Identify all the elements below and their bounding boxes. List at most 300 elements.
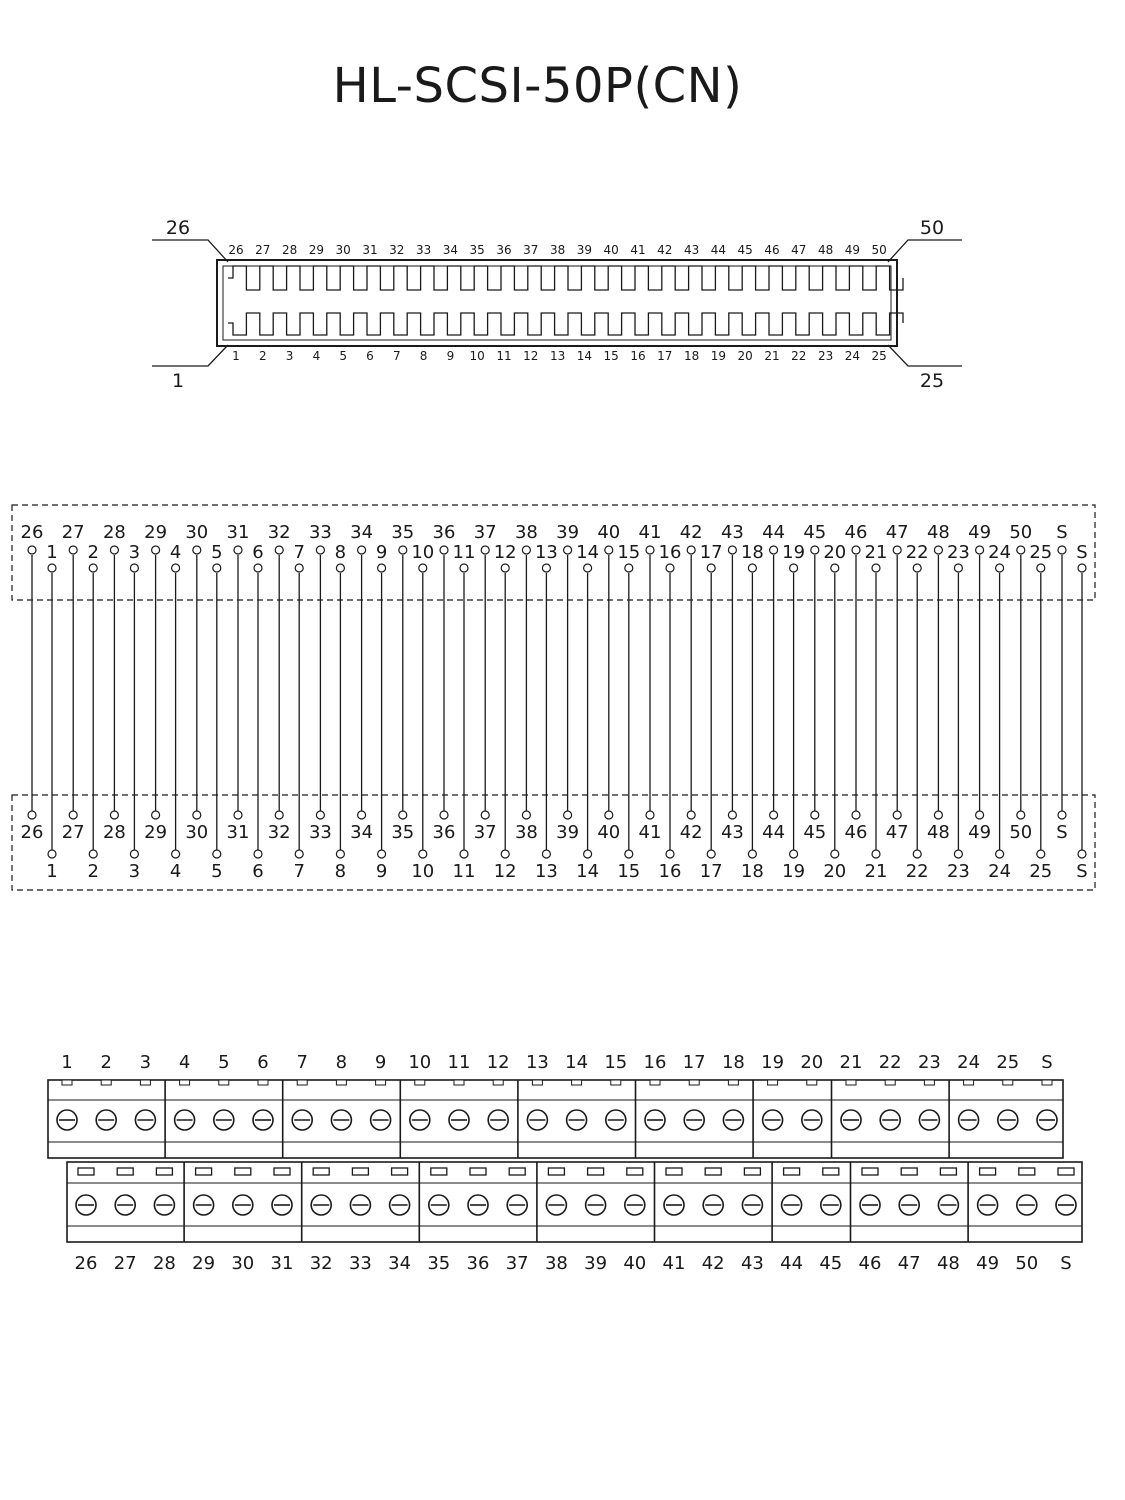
terminal-dot-second-12 [501,564,509,572]
top-terminal-label-S: S [1041,1052,1053,1073]
bottom-terminal-label-29: 29 [192,1253,216,1274]
upper-wire-slot-1 [62,1080,72,1085]
connector-inner-frame [223,266,891,340]
terminal-dot-top-35 [399,546,407,554]
top-pin-number-49: 49 [844,243,861,257]
second-label-18: 18 [740,542,764,563]
second-label-19: 19 [782,542,806,563]
bottom-contact-wave [228,313,903,335]
second-label-7: 7 [293,542,305,563]
upper-wire-slot-15 [611,1080,621,1085]
bottom-lower-label-11: 11 [452,861,476,882]
top-pin-number-28: 28 [281,243,298,257]
bottom-pin-number-9: 9 [446,349,455,363]
top-label-50: 50 [1009,522,1033,543]
upper-wire-slot-19 [768,1080,778,1085]
bottom-upper-label-48: 48 [926,822,950,843]
upper-wire-slot-2 [101,1080,111,1085]
terminal-dot-lower-24 [996,850,1004,858]
terminal-dot-lower-9 [378,850,386,858]
bottom-pin-number-8: 8 [419,349,428,363]
terminal-dot-second-25 [1037,564,1045,572]
top-terminal-label-7: 7 [296,1052,308,1073]
bottom-terminal-label-38: 38 [544,1253,568,1274]
terminal-dot-second-7 [295,564,303,572]
bottom-lower-label-2: 2 [87,861,99,882]
terminal-dot-second-16 [666,564,674,572]
bottom-upper-label-36: 36 [432,822,456,843]
second-label-16: 16 [658,542,682,563]
second-label-9: 9 [375,542,388,563]
terminal-dot-bottom-48 [934,811,942,819]
terminal-dot-lower-12 [501,850,509,858]
terminal-dot-top-S [1058,546,1066,554]
terminal-dot-second-23 [954,564,962,572]
top-label-30: 30 [185,522,209,543]
top-pin-number-27: 27 [255,243,271,257]
bottom-lower-label-S: S [1076,861,1088,882]
top-label-44: 44 [762,522,786,543]
diagram-title: HL-SCSI-50P(CN) [332,58,743,114]
top-terminal-label-5: 5 [218,1052,230,1073]
bottom-terminal-label-49: 49 [976,1253,1000,1274]
lower-wire-slot-29 [196,1168,212,1175]
terminal-dot-bottom-40 [605,811,613,819]
top-label-28: 28 [102,522,126,543]
terminal-dot-lower-4 [172,850,180,858]
bottom-terminal-label-30: 30 [231,1253,255,1274]
bottom-upper-label-50: 50 [1009,822,1033,843]
terminal-dot-bottom-50 [1017,811,1025,819]
callout-line-bottom-left [152,345,228,366]
second-label-22: 22 [905,542,929,563]
top-pin-number-29: 29 [308,243,325,257]
terminal-dot-top-31 [234,546,242,554]
bottom-lower-label-3: 3 [128,861,141,882]
bottom-terminal-label-47: 47 [897,1253,921,1274]
bottom-upper-label-27: 27 [61,822,85,843]
terminal-dot-lower-S [1078,850,1086,858]
upper-wire-slot-22 [885,1080,895,1085]
callout-label-bottom-left: 1 [171,370,185,392]
top-pin-number-43: 43 [683,243,700,257]
terminal-dot-lower-13 [542,850,550,858]
terminal-dot-top-50 [1017,546,1025,554]
bottom-pin-number-11: 11 [496,349,512,363]
terminal-block-diagram [0,1040,1125,1320]
bottom-upper-label-37: 37 [473,822,497,843]
terminal-dot-second-9 [378,564,386,572]
top-label-42: 42 [679,522,703,543]
upper-wire-slot-13 [532,1080,542,1085]
lower-wire-slot-46 [862,1168,878,1175]
terminal-dot-bottom-46 [852,811,860,819]
terminal-dot-second-19 [790,564,798,572]
top-terminal-label-3: 3 [139,1052,152,1073]
top-terminal-label-18: 18 [721,1052,745,1073]
bottom-lower-label-15: 15 [617,861,641,882]
lower-wire-slot-35 [431,1168,447,1175]
bottom-pin-number-21: 21 [764,349,780,363]
bottom-lower-label-14: 14 [576,861,600,882]
lower-wire-slot-S [1058,1168,1074,1175]
bottom-pin-number-1: 1 [232,349,240,363]
bottom-terminal-label-44: 44 [780,1253,804,1274]
bottom-pin-number-15: 15 [603,349,619,363]
second-label-25: 25 [1029,542,1053,563]
lower-wire-slot-27 [117,1168,133,1175]
bottom-upper-label-49: 49 [968,822,992,843]
terminal-dot-top-41 [646,546,654,554]
upper-wire-slot-21 [846,1080,856,1085]
bottom-lower-label-16: 16 [658,861,682,882]
bottom-pin-number-6: 6 [366,349,374,363]
upper-wire-slot-S [1042,1080,1052,1085]
lower-wire-slot-34 [392,1168,408,1175]
top-pin-number-45: 45 [737,243,753,257]
terminal-dot-lower-1 [48,850,56,858]
terminal-dot-top-27 [69,546,77,554]
top-terminal-label-1: 1 [61,1052,73,1073]
terminal-dot-top-45 [811,546,819,554]
callout-label-bottom-right: 25 [919,370,945,392]
upper-wire-slot-4 [180,1080,190,1085]
top-pin-number-48: 48 [817,243,834,257]
bottom-terminal-label-42: 42 [701,1253,725,1274]
bottom-pin-number-23: 23 [817,349,834,363]
top-label-26: 26 [20,522,44,543]
terminal-dot-second-18 [748,564,756,572]
bottom-lower-label-1: 1 [46,861,58,882]
terminal-dot-top-26 [28,546,36,554]
top-terminal-label-8: 8 [335,1052,348,1073]
terminal-dot-lower-6 [254,850,262,858]
terminal-dot-bottom-26 [28,811,36,819]
second-label-S: S [1076,542,1088,563]
bottom-terminal-label-41: 41 [662,1253,686,1274]
bottom-terminal-label-50: 50 [1015,1253,1039,1274]
bottom-lower-label-18: 18 [740,861,764,882]
upper-wire-slot-17 [689,1080,699,1085]
second-label-10: 10 [411,542,435,563]
terminal-dot-bottom-43 [728,811,736,819]
terminal-dot-lower-17 [707,850,715,858]
lower-wire-slot-43 [744,1168,760,1175]
top-pin-number-33: 33 [415,243,432,257]
terminal-dot-second-13 [542,564,550,572]
top-terminal-label-4: 4 [178,1052,191,1073]
bottom-pin-number-4: 4 [312,349,321,363]
lower-wire-slot-31 [274,1168,290,1175]
top-terminal-label-24: 24 [957,1052,981,1073]
bottom-lower-label-12: 12 [493,861,517,882]
wiring-diagram [0,495,1125,915]
terminal-dot-lower-2 [89,850,97,858]
top-pin-number-37: 37 [523,243,539,257]
top-pin-number-30: 30 [335,243,351,257]
terminal-dot-lower-16 [666,850,674,858]
bottom-lower-label-9: 9 [375,861,388,882]
second-label-1: 1 [46,542,58,563]
top-terminal-label-23: 23 [917,1052,941,1073]
bottom-pin-number-16: 16 [630,349,646,363]
second-label-23: 23 [946,542,970,563]
callout-label-top-left: 26 [165,217,191,239]
terminal-dot-top-47 [893,546,901,554]
top-pin-number-50: 50 [871,243,887,257]
bottom-lower-label-24: 24 [988,861,1012,882]
top-terminal-label-6: 6 [257,1052,269,1073]
top-label-45: 45 [803,522,827,543]
bottom-pin-number-3: 3 [285,349,294,363]
terminal-dot-lower-21 [872,850,880,858]
terminal-dot-second-15 [625,564,633,572]
terminal-dot-second-21 [872,564,880,572]
bottom-lower-label-13: 13 [534,861,558,882]
terminal-dot-bottom-S [1058,811,1066,819]
bottom-terminal-label-46: 46 [858,1253,882,1274]
upper-wire-slot-5 [219,1080,229,1085]
lower-wire-slot-50 [1019,1168,1035,1175]
bottom-pin-number-12: 12 [523,349,539,363]
upper-wire-slot-14 [572,1080,582,1085]
bottom-upper-label-26: 26 [20,822,44,843]
bottom-pin-number-14: 14 [576,349,593,363]
bottom-terminal-label-48: 48 [936,1253,960,1274]
bottom-terminal-label-43: 43 [740,1253,764,1274]
bottom-upper-label-31: 31 [226,822,250,843]
top-terminal-label-16: 16 [643,1052,667,1073]
top-pin-number-42: 42 [657,243,673,257]
terminal-dot-top-37 [481,546,489,554]
bottom-terminal-label-31: 31 [270,1253,294,1274]
top-pin-number-39: 39 [576,243,593,257]
lower-wire-slot-30 [235,1168,251,1175]
top-label-34: 34 [350,522,374,543]
terminal-dot-second-8 [336,564,344,572]
top-terminal-label-12: 12 [486,1052,510,1073]
top-label-37: 37 [473,522,497,543]
second-label-17: 17 [699,542,723,563]
top-terminal-label-10: 10 [408,1052,432,1073]
top-pin-number-26: 26 [228,243,244,257]
top-terminal-label-2: 2 [100,1052,112,1073]
terminal-dot-bottom-34 [358,811,366,819]
terminal-dot-top-38 [522,546,530,554]
bottom-lower-label-25: 25 [1029,861,1053,882]
top-label-33: 33 [308,522,332,543]
top-pin-number-35: 35 [469,243,485,257]
top-label-46: 46 [844,522,868,543]
terminal-dot-top-28 [110,546,118,554]
bottom-terminal-label-39: 39 [584,1253,608,1274]
bottom-terminal-label-34: 34 [388,1253,412,1274]
terminal-dot-bottom-44 [770,811,778,819]
terminal-dot-bottom-47 [893,811,901,819]
bottom-pin-number-20: 20 [737,349,753,363]
bottom-pin-number-2: 2 [258,349,267,363]
upper-wire-slot-9 [376,1080,386,1085]
top-label-40: 40 [597,522,621,543]
bottom-terminal-label-26: 26 [74,1253,98,1274]
top-label-43: 43 [720,522,744,543]
terminal-dot-lower-18 [748,850,756,858]
terminal-dot-lower-14 [584,850,592,858]
second-label-24: 24 [988,542,1012,563]
terminal-dot-second-14 [584,564,592,572]
terminal-dot-bottom-33 [316,811,324,819]
terminal-dot-bottom-37 [481,811,489,819]
terminal-dot-second-10 [419,564,427,572]
bottom-pin-number-17: 17 [657,349,673,363]
lower-wire-slot-44 [784,1168,800,1175]
second-label-13: 13 [534,542,558,563]
upper-wire-slot-18 [728,1080,738,1085]
bottom-upper-label-43: 43 [720,822,744,843]
upper-wire-slot-3 [140,1080,150,1085]
lower-wire-slot-42 [705,1168,721,1175]
top-terminal-label-22: 22 [878,1052,902,1073]
upper-wire-slot-20 [807,1080,817,1085]
terminal-dot-second-11 [460,564,468,572]
top-terminal-label-13: 13 [525,1052,549,1073]
top-label-49: 49 [968,522,992,543]
bottom-lower-label-20: 20 [823,861,847,882]
terminal-dot-second-3 [130,564,138,572]
terminal-dot-second-24 [996,564,1004,572]
terminal-dot-lower-23 [954,850,962,858]
terminal-dot-lower-15 [625,850,633,858]
terminal-dot-bottom-29 [152,811,160,819]
top-terminal-label-21: 21 [839,1052,863,1073]
terminal-dot-lower-5 [213,850,221,858]
terminal-dot-lower-8 [336,850,344,858]
terminal-dot-top-29 [152,546,160,554]
terminal-dot-bottom-42 [687,811,695,819]
top-pin-number-36: 36 [496,243,512,257]
upper-wire-slot-7 [297,1080,307,1085]
top-label-27: 27 [61,522,85,543]
bottom-upper-label-44: 44 [762,822,786,843]
top-label-38: 38 [514,522,538,543]
bottom-pin-number-10: 10 [469,349,485,363]
bottom-terminal-label-28: 28 [152,1253,176,1274]
terminal-dot-bottom-31 [234,811,242,819]
terminal-dot-top-44 [770,546,778,554]
upper-wire-slot-16 [650,1080,660,1085]
top-pin-number-40: 40 [603,243,619,257]
terminal-dot-lower-10 [419,850,427,858]
terminal-dot-top-46 [852,546,860,554]
second-label-12: 12 [493,542,517,563]
top-terminal-label-15: 15 [604,1052,628,1073]
terminal-dot-bottom-32 [275,811,283,819]
bottom-upper-label-28: 28 [102,822,126,843]
terminal-dot-lower-22 [913,850,921,858]
terminal-dot-second-2 [89,564,97,572]
top-label-41: 41 [638,522,662,543]
bottom-pin-number-5: 5 [339,349,348,363]
bottom-upper-label-40: 40 [597,822,621,843]
terminal-dot-second-22 [913,564,921,572]
bottom-lower-label-19: 19 [782,861,806,882]
bottom-upper-label-46: 46 [844,822,868,843]
callout-line-bottom-right [888,345,962,366]
bottom-upper-label-47: 47 [885,822,909,843]
bottom-terminal-label-45: 45 [819,1253,843,1274]
terminal-dot-top-39 [564,546,572,554]
top-label-36: 36 [432,522,456,543]
lower-wire-slot-49 [980,1168,996,1175]
terminal-dot-bottom-27 [69,811,77,819]
terminal-dot-top-33 [316,546,324,554]
second-label-15: 15 [617,542,641,563]
bottom-lower-label-8: 8 [334,861,347,882]
bottom-lower-label-7: 7 [293,861,305,882]
terminal-dot-top-42 [687,546,695,554]
terminal-dot-top-49 [976,546,984,554]
bottom-lower-label-22: 22 [905,861,929,882]
bottom-pin-number-18: 18 [683,349,700,363]
bottom-upper-label-S: S [1056,822,1068,843]
terminal-dot-bottom-41 [646,811,654,819]
top-terminal-label-25: 25 [996,1052,1020,1073]
top-pin-number-46: 46 [764,243,780,257]
bottom-lower-label-17: 17 [699,861,723,882]
top-label-S: S [1056,522,1068,543]
terminal-dot-second-1 [48,564,56,572]
terminal-dot-lower-7 [295,850,303,858]
second-label-5: 5 [211,542,223,563]
upper-wire-slot-12 [493,1080,503,1085]
top-label-29: 29 [144,522,168,543]
bottom-pin-number-19: 19 [710,349,727,363]
bottom-upper-label-42: 42 [679,822,703,843]
terminal-dot-second-5 [213,564,221,572]
top-label-32: 32 [267,522,291,543]
terminal-dot-top-30 [193,546,201,554]
bottom-terminal-label-35: 35 [427,1253,451,1274]
callout-line-top-left [152,240,228,262]
top-label-48: 48 [926,522,950,543]
bottom-upper-label-38: 38 [514,822,538,843]
terminal-dot-bottom-39 [564,811,572,819]
scsi-connector-pinout [0,0,1125,420]
top-terminal-label-19: 19 [761,1052,785,1073]
bottom-upper-label-41: 41 [638,822,662,843]
bottom-upper-label-30: 30 [185,822,209,843]
top-pin-number-38: 38 [549,243,566,257]
terminal-dot-bottom-36 [440,811,448,819]
bottom-upper-label-29: 29 [144,822,168,843]
terminal-dot-bottom-30 [193,811,201,819]
lower-wire-slot-45 [823,1168,839,1175]
terminal-dot-second-17 [707,564,715,572]
terminal-dot-bottom-28 [110,811,118,819]
upper-wire-slot-11 [454,1080,464,1085]
bottom-upper-label-32: 32 [267,822,291,843]
bottom-pin-number-24: 24 [844,349,861,363]
lower-wire-slot-33 [352,1168,368,1175]
terminal-dot-bottom-35 [399,811,407,819]
lower-wire-slot-36 [470,1168,486,1175]
terminal-dot-top-40 [605,546,613,554]
terminal-dot-second-S [1078,564,1086,572]
terminal-dot-top-48 [934,546,942,554]
terminal-dot-top-36 [440,546,448,554]
bottom-pin-number-7: 7 [392,349,401,363]
top-pin-number-41: 41 [630,243,646,257]
